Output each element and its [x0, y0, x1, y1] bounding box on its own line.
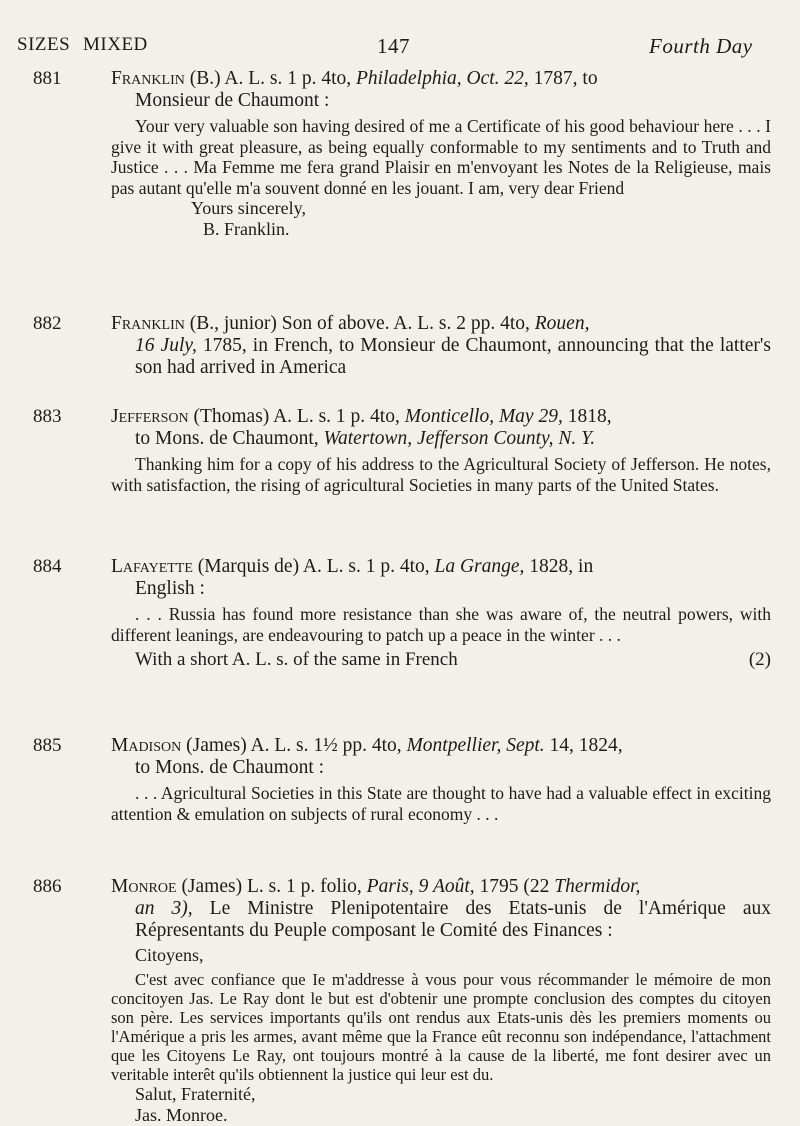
salutation: Citoyens, — [135, 945, 204, 965]
lot-description-cont: 1795 (22 — [474, 876, 555, 897]
lot-place-date: Philadelphia, Oct. 22, — [356, 68, 529, 89]
lot-heading-cont — [111, 335, 771, 379]
lot-heading — [111, 68, 771, 90]
item-count: (2) — [748, 649, 771, 670]
lot-number: 883 — [33, 406, 62, 427]
lot-place-date: Paris, 9 Août, — [366, 876, 475, 897]
lot-description: (James) A. L. s. 1½ pp. 4to, — [181, 735, 407, 756]
lot-number: 886 — [33, 876, 62, 897]
lot-number: 884 — [33, 556, 62, 577]
note-text: With a short A. L. s. of the same in French — [135, 649, 458, 670]
lot-number: 881 — [33, 68, 62, 89]
author-name: Monroe — [111, 876, 177, 897]
signature: B. Franklin. — [203, 219, 290, 239]
lot-description: (B.) A. L. s. 1 p. 4to, — [184, 68, 357, 89]
author-name: Jefferson — [111, 406, 189, 427]
page-header — [0, 34, 800, 58]
author-name: Lafayette — [111, 556, 193, 577]
lot-republican-date: Thermidor, — [554, 876, 641, 897]
lot-description: (B., junior) Son of above. A. L. s. 2 pp. 4to, — [184, 313, 535, 334]
lot-heading — [111, 735, 771, 757]
lot-description-cont: Le Ministre Plenipotentaire des Etats-unis de l'Amérique aux Répresentants du Peuple composant le Comité des Finances : — [135, 898, 772, 941]
closing-line: Yours sincerely, — [191, 198, 306, 218]
lot-excerpt: Your very valuable son having desired of me a Certificate of his good behaviour here . . . I give it with great pleasure, as being equally conformable to my sentiments and to Truth and Justice . . . Ma Femme me fera grand Plaisir en m'envoyant les Notes de la Religieuse, mais pas autant qu'elle m'a souvent donné en les jouant. I am, very dear Friend — [111, 116, 771, 198]
page-number: 147 — [377, 34, 410, 58]
lot-recipient: Monsieur de Chaumont : — [135, 90, 330, 111]
signature: Jas. Monroe. — [135, 1105, 228, 1125]
lot-place-date: La Grange, — [434, 556, 525, 577]
lot-note — [111, 649, 771, 671]
lot-description-cont: 1828, in — [524, 556, 594, 577]
author-name: Franklin — [111, 313, 185, 334]
recipient-text: to Mons. de Chaumont, — [135, 428, 324, 449]
lot-recipient: to Mons. de Chaumont : — [135, 757, 325, 778]
lot-description-cont: 1818, — [562, 406, 612, 427]
lot-place-date: Rouen, — [534, 313, 590, 334]
lot-language: English : — [135, 578, 205, 599]
lot-number: 882 — [33, 313, 62, 334]
header-sizes: SIZES — [17, 34, 71, 55]
lot-description: (Thomas) A. L. s. 1 p. 4to, — [188, 406, 405, 427]
header-mixed: MIXED — [83, 34, 148, 55]
lot-excerpt: Thanking him for a copy of his address to the Agricultural Society of Jefferson. He notes, with satisfaction, the rising of agricultural Societies in many parts of the United States. — [111, 454, 771, 495]
lot-place-date: Montpellier, Sept. — [406, 735, 545, 756]
lot-description: (James) L. s. 1 p. folio, — [176, 876, 367, 897]
lot-heading — [111, 313, 771, 335]
lot-description: (Marquis de) A. L. s. 1 p. 4to, — [192, 556, 435, 577]
lot-excerpt: . . . Russia has found more resistance than she was aware of, the neutral powers, with different leanings, are endeavouring to patch up a peace in the winter . . . — [111, 604, 771, 645]
lot-number: 885 — [33, 735, 62, 756]
author-name: Franklin — [111, 68, 185, 89]
lot-date: 16 July, — [135, 335, 197, 356]
lot-place-date: Monticello, May 29, — [404, 406, 563, 427]
lot-heading-cont — [111, 898, 771, 942]
lot-recipient — [111, 428, 771, 450]
author-name: Madison — [111, 735, 182, 756]
lot-description-cont: 1785, in French, to Monsieur de Chaumont, announcing that the latter's son had arrived in America — [135, 335, 771, 378]
header-day: Fourth Day — [649, 34, 753, 58]
lot-heading — [111, 406, 771, 428]
lot-heading — [111, 556, 771, 578]
recipient-place: Watertown, Jefferson County, N. Y. — [323, 428, 596, 449]
letter-closing — [111, 198, 771, 240]
lot-description-cont: 14, 1824, — [544, 735, 623, 756]
lot-year: an 3), — [135, 898, 193, 919]
lot-excerpt: . . . Agricultural Societies in this State are thought to have had a valuable effect in exciting attention & emulation on subjects of rural economy . . . — [111, 783, 771, 824]
lot-heading — [111, 876, 771, 898]
lot-description-cont: 1787, to — [528, 68, 598, 89]
lot-excerpt: C'est avec confiance que Ie m'addresse à vous pour vous récommander le mémoire de mon concitoyen Jas. Le Ray dont le but est d'obtenir une prompte conclusion des comptes du citoyen son père. Les services importants qu'ils ont rendus aux Etats-unis dès les premiers moments ou l'Amérique a pris les armes, avant même que la France eût reconnu son indépendance, l'attachment que les Citoyens Le Ray, ont toujours montré à la cause de la liberté, me font desirer avec un veritable interêt qu'ils obtiennent la justice qui leur est du. — [111, 970, 771, 1084]
closing-line: Salut, Fraternité, — [135, 1084, 256, 1104]
